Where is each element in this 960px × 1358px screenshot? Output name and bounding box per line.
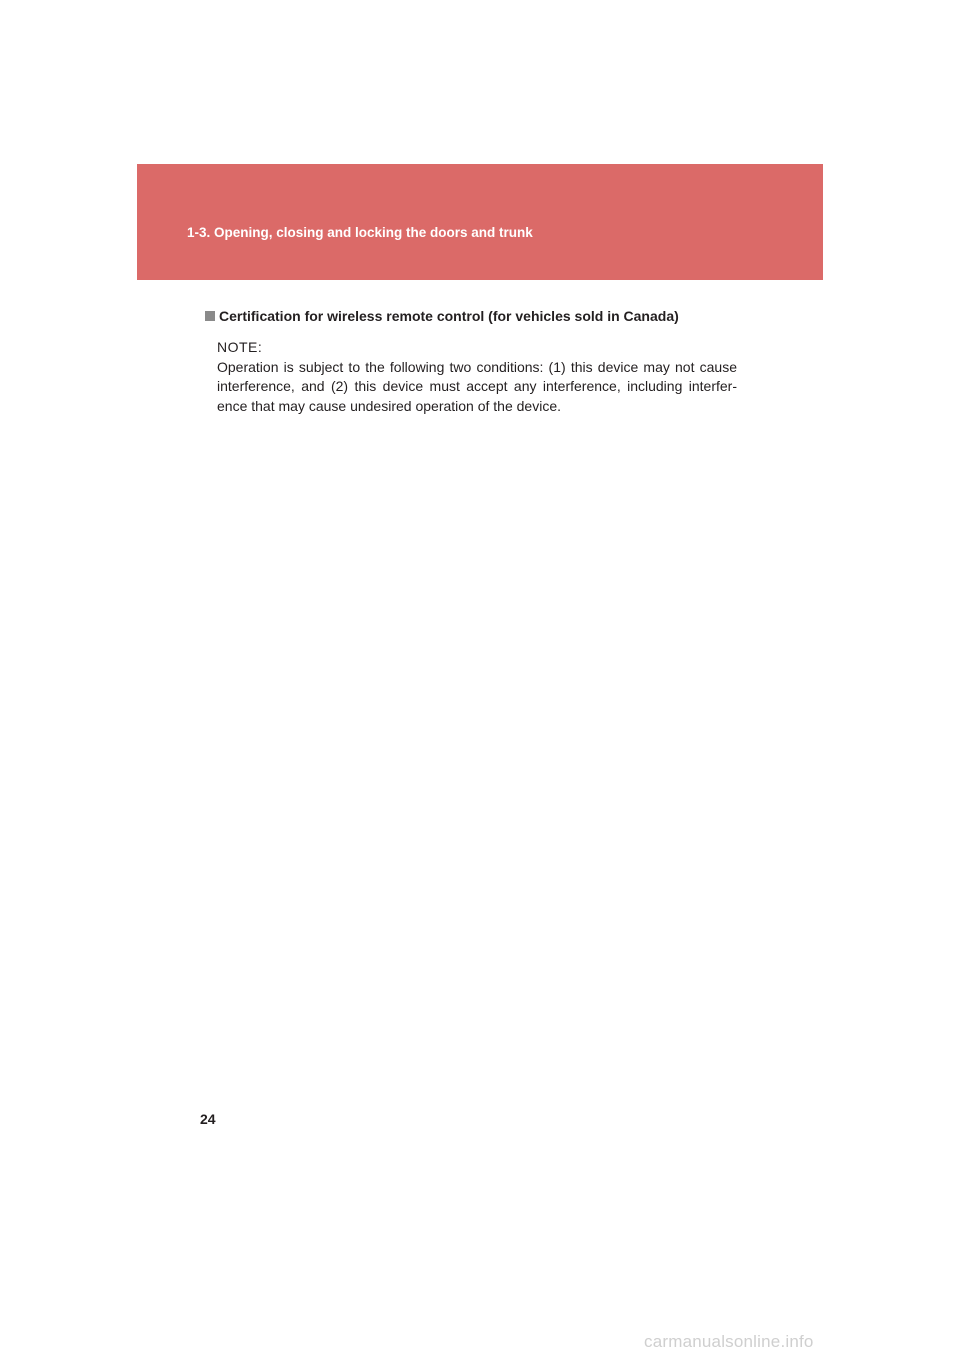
section-header-band [137, 164, 823, 280]
subheading-text: Certification for wireless remote control (for vehicles sold in Canada) [219, 308, 679, 324]
watermark-text: carmanualsonline.info [644, 1332, 814, 1351]
page-number: 24 [200, 1111, 216, 1127]
square-bullet-icon [205, 311, 215, 321]
section-title: 1-3. Opening, closing and locking the doors and trunk [187, 225, 533, 240]
note-body: Operation is subject to the following two conditions: (1) this device may not cause interference, and (2) this device must accept any interference, including interfer-ence that may cause undesired operation of the device. [217, 358, 737, 414]
note-block [217, 338, 737, 416]
subheading [205, 308, 737, 324]
page-content [205, 308, 737, 416]
note-label: NOTE: [217, 339, 263, 355]
